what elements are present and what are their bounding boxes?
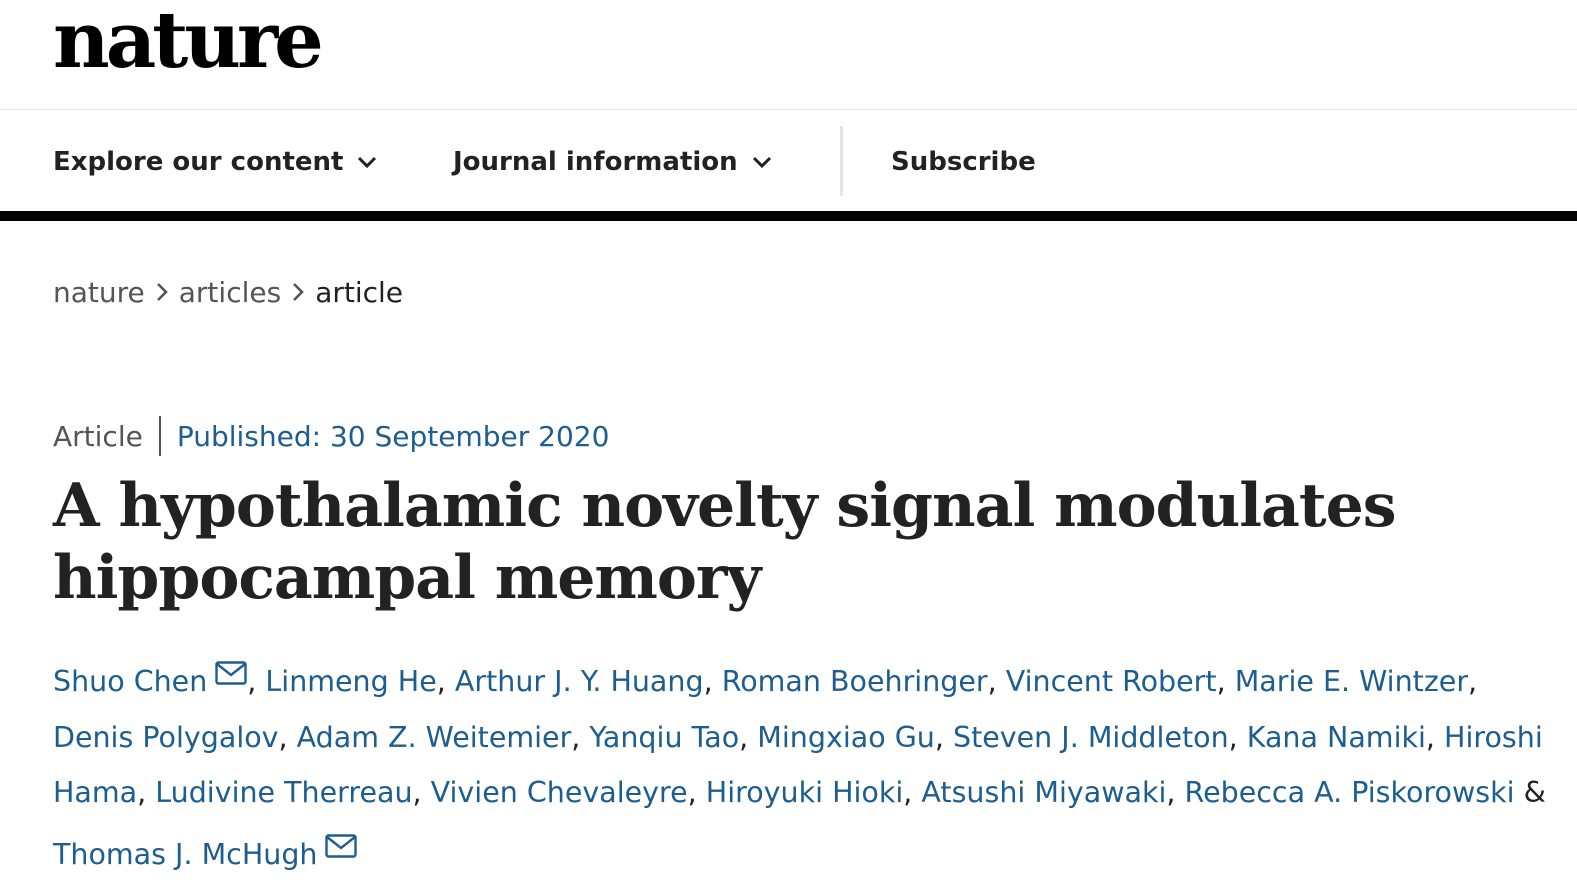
author-separator: ,: [903, 776, 913, 809]
author-link[interactable]: Steven J. Middleton: [952, 720, 1229, 754]
author-item: [589, 721, 757, 754]
explore-content-label: Explore our content: [53, 147, 344, 177]
chevron-down-icon: [357, 155, 377, 169]
author-separator: ,: [987, 665, 997, 698]
author-link[interactable]: Vincent Robert: [1005, 665, 1217, 698]
author-separator: ,: [1468, 665, 1478, 698]
author-link[interactable]: Rebecca A. Piskorowski: [1184, 776, 1515, 809]
masthead: [0, 0, 1577, 110]
nav-bottom-rule: [0, 211, 1577, 221]
nature-logo[interactable]: nature: [53, 0, 320, 86]
author-item: [1006, 665, 1235, 698]
author-separator: ,: [1216, 665, 1226, 698]
author-item: [431, 776, 706, 809]
envelope-icon[interactable]: [325, 821, 357, 877]
author-link[interactable]: Hiroyuki Hioki: [705, 776, 904, 809]
author-separator: ,: [687, 776, 697, 809]
author-separator: ,: [137, 776, 147, 809]
author-separator: ,: [934, 720, 944, 754]
chevron-right-icon: [291, 282, 305, 302]
article-title: A hypothalamic novelty signal modulates hippocampal memory: [53, 471, 1396, 613]
author-item: [1247, 721, 1444, 754]
author-item: [921, 776, 1184, 809]
journal-information-label: Journal information: [453, 147, 738, 177]
subscribe-link[interactable]: [891, 142, 1036, 182]
journal-information-menu[interactable]: [453, 142, 772, 182]
author-separator: ,: [739, 720, 749, 754]
author-ampersand: &: [1523, 776, 1546, 809]
author-item: [53, 721, 297, 754]
chevron-right-icon: [155, 282, 169, 302]
author-item: [53, 665, 265, 698]
author-link[interactable]: Denis Polygalov: [53, 720, 279, 754]
author-item: [757, 721, 953, 754]
author-item: [722, 665, 1006, 698]
author-item: [265, 665, 454, 698]
breadcrumb-current: article: [315, 275, 404, 309]
envelope-icon[interactable]: [215, 648, 247, 704]
author-link[interactable]: Roman Boehringer: [721, 665, 988, 698]
author-separator: ,: [247, 665, 257, 698]
author-item: [953, 721, 1247, 754]
author-list: [53, 648, 1553, 882]
author-item: [1235, 665, 1477, 698]
author-item: [1185, 776, 1546, 809]
meta-divider: [159, 416, 161, 456]
author-link[interactable]: Ludivine Therreau: [155, 776, 413, 809]
author-separator: ,: [436, 665, 446, 698]
breadcrumb: [53, 272, 403, 312]
chevron-down-icon: [752, 155, 772, 169]
author-link[interactable]: Arthur J. Y. Huang: [454, 665, 704, 698]
breadcrumb-nature[interactable]: nature: [53, 275, 145, 309]
author-item: [455, 665, 722, 698]
author-link[interactable]: Kana Namiki: [1246, 720, 1426, 754]
breadcrumb-articles[interactable]: articles: [178, 275, 282, 309]
author-link[interactable]: Linmeng He: [265, 665, 437, 698]
author-link[interactable]: Mingxiao Gu: [757, 720, 935, 754]
author-item: [297, 721, 590, 754]
author-separator: ,: [412, 776, 422, 809]
author-separator: ,: [1166, 776, 1176, 809]
author-item: [53, 838, 357, 871]
article-type: Article: [53, 419, 143, 453]
author-link[interactable]: Adam Z. Weitemier: [296, 720, 572, 754]
author-item: [706, 776, 922, 809]
author-separator: ,: [278, 720, 288, 754]
author-separator: ,: [703, 665, 713, 698]
author-link[interactable]: Thomas J. McHugh: [53, 837, 318, 871]
subscribe-label: Subscribe: [891, 147, 1036, 177]
author-link[interactable]: Shuo Chen: [53, 665, 208, 698]
nav-divider: [840, 126, 843, 196]
author-link[interactable]: Atsushi Miyawaki: [921, 776, 1167, 809]
author-separator: ,: [571, 720, 581, 754]
author-link[interactable]: Marie E. Wintzer: [1234, 665, 1469, 698]
explore-content-menu[interactable]: [53, 142, 377, 182]
author-separator: ,: [1425, 720, 1435, 754]
author-link[interactable]: Yanqiu Tao: [589, 720, 740, 754]
author-link[interactable]: Vivien Chevaleyre: [430, 776, 688, 809]
author-separator: ,: [1228, 720, 1238, 754]
article-meta: [53, 414, 609, 458]
published-date[interactable]: Published: 30 September 2020: [176, 419, 610, 453]
author-link[interactable]: Hiroshi Hama: [53, 720, 1543, 809]
author-item: [155, 776, 430, 809]
